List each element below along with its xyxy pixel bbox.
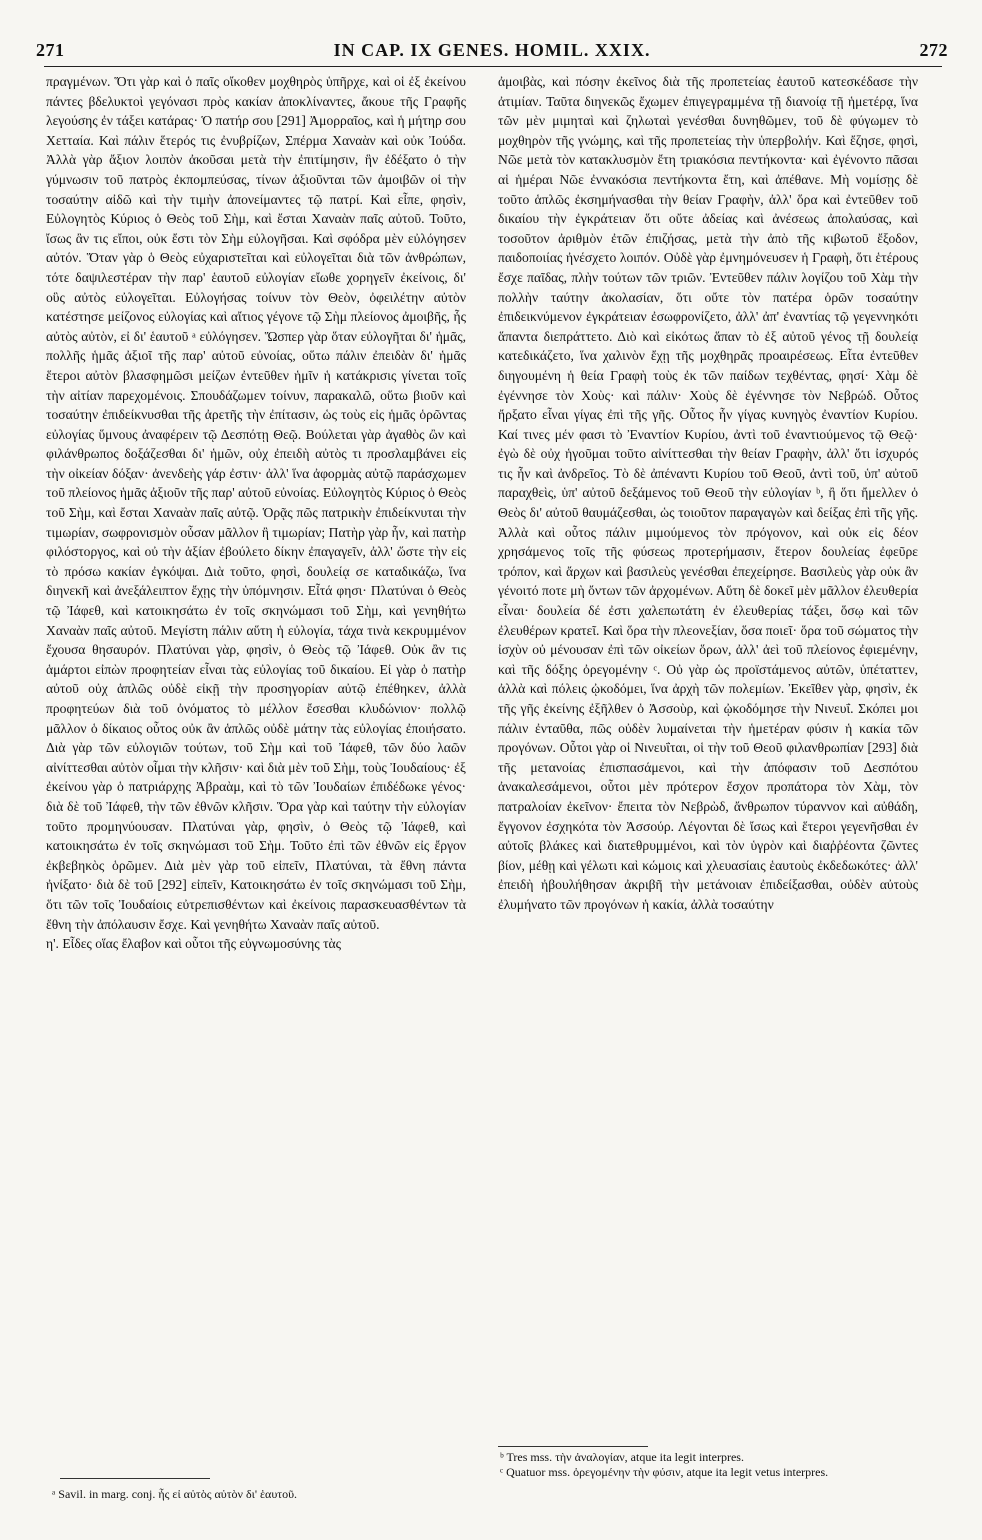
footnote-rule-left xyxy=(60,1478,210,1479)
page-number-left: 271 xyxy=(36,40,65,60)
footnote-left xyxy=(52,1486,472,1502)
page-header xyxy=(36,40,948,64)
running-head: IN CAP. IX GENES. HOMIL. XXIX. xyxy=(333,40,651,60)
footnote-c: ᶜ Quatuor mss. ὀρεγομένην τὴν φύσιν, atque ita legit vetus interpres. xyxy=(500,1464,829,1479)
right-column xyxy=(498,72,918,1482)
footnote-b: ᵇ Tres mss. τὴν ἀναλογίαν, atque ita legit interpres. xyxy=(500,1450,744,1464)
header-rule xyxy=(44,66,942,67)
left-column xyxy=(46,72,466,1482)
left-paragraph-2: η'. Εἶδες οἵας ἔλαβον καὶ οὗτοι τῆς εὐγνωμοσύνης τὰς xyxy=(46,936,342,952)
footnotes-right xyxy=(500,1450,930,1479)
footnote-rule-right xyxy=(498,1446,648,1447)
left-paragraph-1: πραγμένων. Ὅτι γὰρ καὶ ὁ παῖς οἴκοθεν μοχθηρὸς ὑπῆρχε, καὶ οἱ ἐξ ἐκείνου πάντες βδελυκτοὶ γεγόνασι πρὸς κακίαν ἀποκλίναντες, ἄκουε τῆς Γραφῆς λεγούσης ἐν τάξει κατάρας· Ὁ πατήρ σου [291] Ἀμορραῖος, καὶ ἡ μήτηρ σου Χετταία. Καὶ πάλιν ἕτερός τις ἐνυβρίζων, Σπέρμα Χαναὰν καὶ οὐκ Ἰούδα. Ἀλλὰ γὰρ ἄξιον λοιπὸν ἀκοῦσαι μετὰ τὴν ἐπιτίμησιν, ἣν ἐδέξατο ὁ τὴν γύμνωσιν τοῦ πατρὸς ἐκπομπεύσας, τίνων ἀξιοῦνται τῶν ἀμοιβῶν οἱ τὴν τοσαύτην αἰδῶ καὶ τὴν τιμὴν ἀπονείμαντες τῷ πατρί. Καὶ εἶπε, φησὶν, Εὐλογητὸς Κύριος ὁ Θεὸς τοῦ Σὴμ, καὶ ἔσται Χαναὰν παῖς αὐτοῦ. Τοῦτο, ἴσως ἂν τις εἴποι, οὐκ ἔστι τὸν Σὴμ εὐλογῆσαι. Καὶ σφόδρα μὲν εὐλόγησεν αὐτόν. Ὅταν γὰρ ὁ Θεὸς εὐχαριστεῖται καὶ εὐλογεῖται διὰ τῶν ἀνθρώπων, τότε δαψιλεστέραν τὴν παρ' ἑαυτοῦ εὐλογίαν εἴωθε χορηγεῖν ἐκείνοις, δι' οὓς αὐτὸς εὐλογεῖται. Εὐλογήσας τοίνυν τὸν Θεὸν, ὀφειλέτην αὐτὸν κατέστησε μείζονος εὐλογίας καὶ αἴτιος γέγονε τῷ Σὴμ πλείονος ἀμοιβῆς, ἧς αὐτὸς αὐτὸν, εἰ δι' ἑαυτοῦ ᵃ εὐλόγησεν. Ὥσπερ γὰρ ὅταν εὐλογῆται δι' ἡμᾶς, πολλῆς ἡμᾶς ἀξιοῖ τῆς παρ' αὐτοῦ εὐνοίας, οὕτω πάλιν ἐπειδὰν δι' ἡμᾶς ἕτεροι αὐτὸν βλασφημῶσι μείζων ἐντεῦθεν ἡμῖν ἡ κατάκρισις γίνεται τοῖς τὴν αἰτίαν παρεχομένοις. Σπουδάζωμεν τοίνυν, παρακαλῶ, οὕτω βιοῦν καὶ τοσαύτην ἐπιδείκνυσθαι τῆς ἀρετῆς τὴν ἐπίτασιν, ὡς τοὺς εἰς ἡμᾶς ὁρῶντας εὐλογίας ὕμνους ἀναφέρειν τῷ Δεσπότῃ Θεῷ. Βούλεται γὰρ ἀγαθὸς ὢν καὶ φιλάνθρωπος δοξάζεσθαι δι' ἡμῶν, οὐχ ἐπειδὴ αὐτὸς τι προσλαμβάνει εἰς τὴν οἰκείαν δόξαν· ἀνενδεὴς γάρ ἐστιν· ἀλλ' ἵνα ἀφορμὰς αὐτῷ παράσχωμεν τοῦ πλείονος ἡμᾶς ἀξιοῦν τῆς παρ' αὐτοῦ εὐνοίας. Εὐλογητὸς Κύριος ὁ Θεὸς τοῦ Σὴμ, καὶ ἔσται Χαναὰν παῖς αὐτῷ. Ὁρᾷς πῶς πατρικὴν ἐπιδείκνυται τὴν τιμωρίαν, σωφρονισμὸν οὖσαν μᾶλλον ἢ τιμωρίαν; Πατὴρ γὰρ ἦν, καὶ πατὴρ φιλόστοργος, καὶ οὐ τὴν ἀξίαν ἐβούλετο δίκην ἐπαγαγεῖν, ἀλλ' ὥστε τὴν εἰς τὸ πρόσω κακίαν ἐγκόψαι. Διὰ τοῦτο, φησὶ, δουλείᾳ σε καταδικάζω, ἵνα διηνεκῆ καὶ ἀνεξάλειπτον ἔχῃς τὴν ὑπόμνησιν. Εἶτά φησι· Πλατύναι ὁ Θεὸς τῷ Ἰάφεθ, καὶ κατοικησάτω ἐν τοῖς σκηνώμασι τοῦ Σὴμ, καὶ γενηθήτω Χαναὰν παῖς αὐτοῦ. Μεγίστη πάλιν αὕτη ἡ εὐλογία, τάχα τινὰ κεκρυμμένον ἔχουσα θησαυρόν. Πλατύναι γὰρ, φησὶν, ὁ Θεὸς τῷ Ἰάφεθ. Οὐκ ἂν τις ἁμάρτοι εἰπὼν προφητείαν εἶναι τὰς εὐλογίας τοῦ δικαίου. Εἰ γὰρ ὁ πατὴρ αὐτοῦ οὐχ ἁπλῶς οὐδὲ εἰκῇ τὴν προσηγορίαν αὐτῷ ἐπέθηκεν, ἀλλὰ προφητεύων διὰ τοῦ ὀνόματος τὸ μέλλον ἔσεσθαι κλυδώνιον· πολλῷ μᾶλλον ὁ δίκαιος οὗτος οὐκ ἂν ἁπλῶς οὐδὲ μάτην τὰς εὐλογίας ἐποιήσατο. Διὰ γὰρ τῶν εὐλογιῶν τούτων, τοῦ Σὴμ καὶ τοῦ Ἰάφεθ, τῶν δύο λαῶν αἰνίττεσθαι αὐτὸν οἶμαι τὴν κλῆσιν· καὶ διὰ μὲν τοῦ Σὴμ, τοὺς Ἰουδαίους· ἐξ ἐκείνου γὰρ ὁ πατριάρχης Ἀβραὰμ, καὶ τὸ τῶν Ἰουδαίων ἐπιδέδωκε γένος· διὰ δὲ τοῦ Ἰάφεθ, τὴν τῶν ἐθνῶν κλῆσιν. Ὅρα γὰρ καὶ ταύτην τὴν εὐλογίαν τοῦτο προμηνύουσαν. Πλατύναι γὰρ, φησὶν, ὁ Θεὸς τῷ Ἰάφεθ, καὶ κατοικησάτω ἐν τοῖς σκηνώμασι τοῦ Σὴμ. Τοῦτο ἐπὶ τῶν ἐθνῶν εἰς ἔργον ἐκβεβηκὸς ὁρῶμεν. Διὰ μὲν γὰρ τοῦ εἰπεῖν, Πλατύναι, τὰ ἔθνη πάντα ἠνίξατο· διὰ δὲ τοῦ [292] εἰπεῖν, Κατοικησάτω ἐν τοῖς σκηνώμασι τοῦ Σὴμ, ὅτι τῶν τοῖς Ἰουδαίοις εὐτρεπισθέντων καὶ ἐκείνοις παρασκευασθέντων τὰ ἔθνη τὴν ἀπόλαυσιν ἔσχε. Καὶ γενηθήτω Χαναὰν παῖς αὐτοῦ. xyxy=(46,74,466,932)
footnote-a: ᵃ Savil. in marg. conj. ἧς εἰ αὐτὸς αὐτὸν δι' ἑαυτοῦ. xyxy=(52,1487,298,1501)
right-paragraph-1: ἀμοιβὰς, καὶ πόσην ἐκεῖνος διὰ τῆς προπετείας ἑαυτοῦ κατεσκέδασε τὴν ἀτιμίαν. Ταῦτα διηνεκῶς ἔχωμεν ἐπιγεγραμμένα τῇ διανοίᾳ τῇ ἡμετέρᾳ, ἵνα τῶν μὲν μιμηταὶ καὶ ζηλωταὶ γενέσθαι δυνηθῶμεν, τοῦ δὲ φύγωμεν τὸ μοχθηρὸν τῆς γνώμης, καὶ τῆς προπετείας τὴν ὑπερβολήν. Καὶ ἔζησε, φησὶ, Νῶε μετὰ τὸν κατακλυσμὸν ἔτη τριακόσια πεντήκοντα· καὶ ἐγένοντο πᾶσαι αἱ ἡμέραι Νῶε ἐννακόσια πεντήκοντα ἔτη, καὶ ἀπέθανε. Μὴ νομίσῃς δὲ τοῦτο ἁπλῶς ἐκσημήνασθαι τὴν θείαν Γραφὴν, ἀλλ' ὅρα καὶ ἐντεῦθεν τοῦ δικαίου τὴν ἐγκράτειαν ὅτι οὔτε ἀδείας καὶ ἀνέσεως ἀπολαύσας, καὶ τοσοῦτον ἀριθμὸν ἐτῶν ἐπιζήσας, μετὰ τὴν ἀπὸ τῆς κιβωτοῦ ἔξοδον, παιδοποιίας ἠνέσχετο λοιπόν. Οὐδὲ γὰρ ἐμνημόνευσεν ἡ Γραφὴ, ὅτι ἑτέρους ἔσχε παῖδας, πλὴν τούτων τῶν τριῶν. Ἐντεῦθεν πάλιν λογίζου τοῦ Χὰμ τὴν πολλὴν ταύτην ἀκολασίαν, ὅτι οὔτε τὸν πατέρα ὁρῶν τοσαύτην ἐπιδεικνύμενον ἐγκράτειαν ἐσωφρονίζετο, ἀλλ' ἀπ' ἐναντίας τῷ γεγεννηκότι ἅπαντα διεπράττετο. Διὸ καὶ εἰκότως ἅπαν τὸ ἐξ αὐτοῦ γένος τῇ δουλείᾳ κατεδικάζετο, ἵνα χαλινὸν ἔχῃ τῆς μοχθηρᾶς προαιρέσεως. Εἶτα ἐντεῦθεν διηγουμένη ἡ θεία Γραφὴ τοὺς ἐκ τῶν παίδων τεχθέντας, φησί· Χὰμ δὲ ἐγέννησε τὸν Χοὺς· καὶ πάλιν· Χοὺς δὲ ἐγέννησε τὸν Νεβρώδ. Οὗτος ἤρξατο εἶναι γίγας ἐπὶ τῆς γῆς. Οὗτος ἦν γίγας κυνηγὸς ἐναντίον Κυρίου. Καί τινες μέν φασι τὸ Ἐναντίον Κυρίου, ἀντὶ τοῦ ἐναντιούμενος τῷ Θεῷ· ἐγὼ δὲ οὐχ ἡγοῦμαι τοῦτο αἰνίττεσθαι τὴν θείαν Γραφὴν, ἀλλ' ὅτι ἰσχυρός τις ἦν καὶ ἀνδρεῖος. Τὸ δὲ ἀπέναντι Κυρίου τοῦ Θεοῦ, ἀντὶ τοῦ, ὑπ' αὐτοῦ παραχθεὶς, ὑπ' αὐτοῦ δεξάμενος τοῦ Θεοῦ τὴν εὐλογίαν ᵇ, ἢ ὅτι ἤμελλεν ὁ Θεὸς δι' αὐτοῦ θαυμάζεσθαι, ὡς τοιοῦτον παραγαγὼν καὶ δείξας ἐπὶ τῆς γῆς. Ἀλλὰ καὶ οὗτος πάλιν μιμούμενος τὸν πρόγονον, καὶ οὐκ εἰς δέον χρησάμενος τοῖς τῆς φύσεως προτερήμασιν, ἕτερον δουλείας ἐφεῦρε τρόπον, καὶ ἄρχων καὶ βασιλεὺς γενέσθαι ἐπεχείρησε. Βασιλεὺς γὰρ οὐκ ἂν γένοιτό ποτε μὴ ὄντων τῶν ἀρχομένων. Αὕτη δὲ δοκεῖ μὲν μᾶλλον ἐλευθερία εἶναι· δουλεία δέ ἐστι χαλεπωτάτη ἐν ἐλευθερίας τάξει, ὅσῳ καὶ τῶν ἐλευθέρων κρατεῖ. Καὶ ὅρα τὴν πλεονεξίαν, ὅσα ποιεῖ· ὅρα τοῦ σώματος τὴν ἰσχὺν οὐ μένουσαν ἐπὶ τῶν οἰκείων ὅρων, ἀλλ' ἀεὶ τοῦ πλείονος ἐφιεμένην, καὶ τῆς δόξης ὀρεγομένην ᶜ. Οὐ γὰρ ὡς προϊστάμενος αὐτῶν, ὑπέταττεν, ἀλλὰ καὶ πόλεις ᾠκοδόμει, ἵνα ἀρχὴ τῶν πολεμίων. Ἐκεῖθεν γὰρ, φησὶν, ἐκ τῆς γῆς ἐκείνης ἐξῆλθεν ὁ Ἀσσοὺρ, καὶ ᾠκοδόμησε τὴν Νινευΐ. Σκόπει μοι πάλιν ἐνταῦθα, πῶς οὐδὲν λυμαίνεται τὴν ἡμετέραν φύσιν ἡ κακία τῶν προγόνων. Οὗτοι γὰρ οἱ Νινευΐται, οἱ τὴν τοῦ Θεοῦ φιλανθρωπίαν [293] διὰ τῆς μετανοίας ἐπισπασάμενοι, καὶ τὴν ἀπόφασιν τοῦ Δεσπότου ἀνακαλεσάμενοι, οὗτοι μὲν πρότερον ἔσχον προπάτορα τὸν Χὰμ, τὸν πατραλοίαν ἐκεῖνον· ἔπειτα τὸν Νεβρὼδ, ἄνθρωπον τύραννον καὶ αὐθάδη, ἔγγονον ἐσχηκότα τὸν Ἀσσούρ. Λέγονται δὲ ἴσως καὶ ἕτεροι γεγενῆσθαι ἐν αὐτοῖς βλάκες καὶ διατεθρυμμένοι, καὶ τὸν ὑγρὸν καὶ διαῤῥέοντα ζῶντες βίον, μέθῃ καὶ γέλωτι καὶ κώμοις καὶ χλευασίαις ἑαυτοὺς ἐκδεδωκότες· ἀλλ' ἐπειδὴ ἠβουλήθησαν ἀκριβῆ τὴν μετάνοιαν ἐπιδείξασθαι, οὐδὲν αὐτοὺς ἐλυμήνατο τῶν προγόνων ἡ κακία, ἀλλὰ τοσαύτην xyxy=(498,74,918,912)
page-number-right: 272 xyxy=(919,40,948,60)
